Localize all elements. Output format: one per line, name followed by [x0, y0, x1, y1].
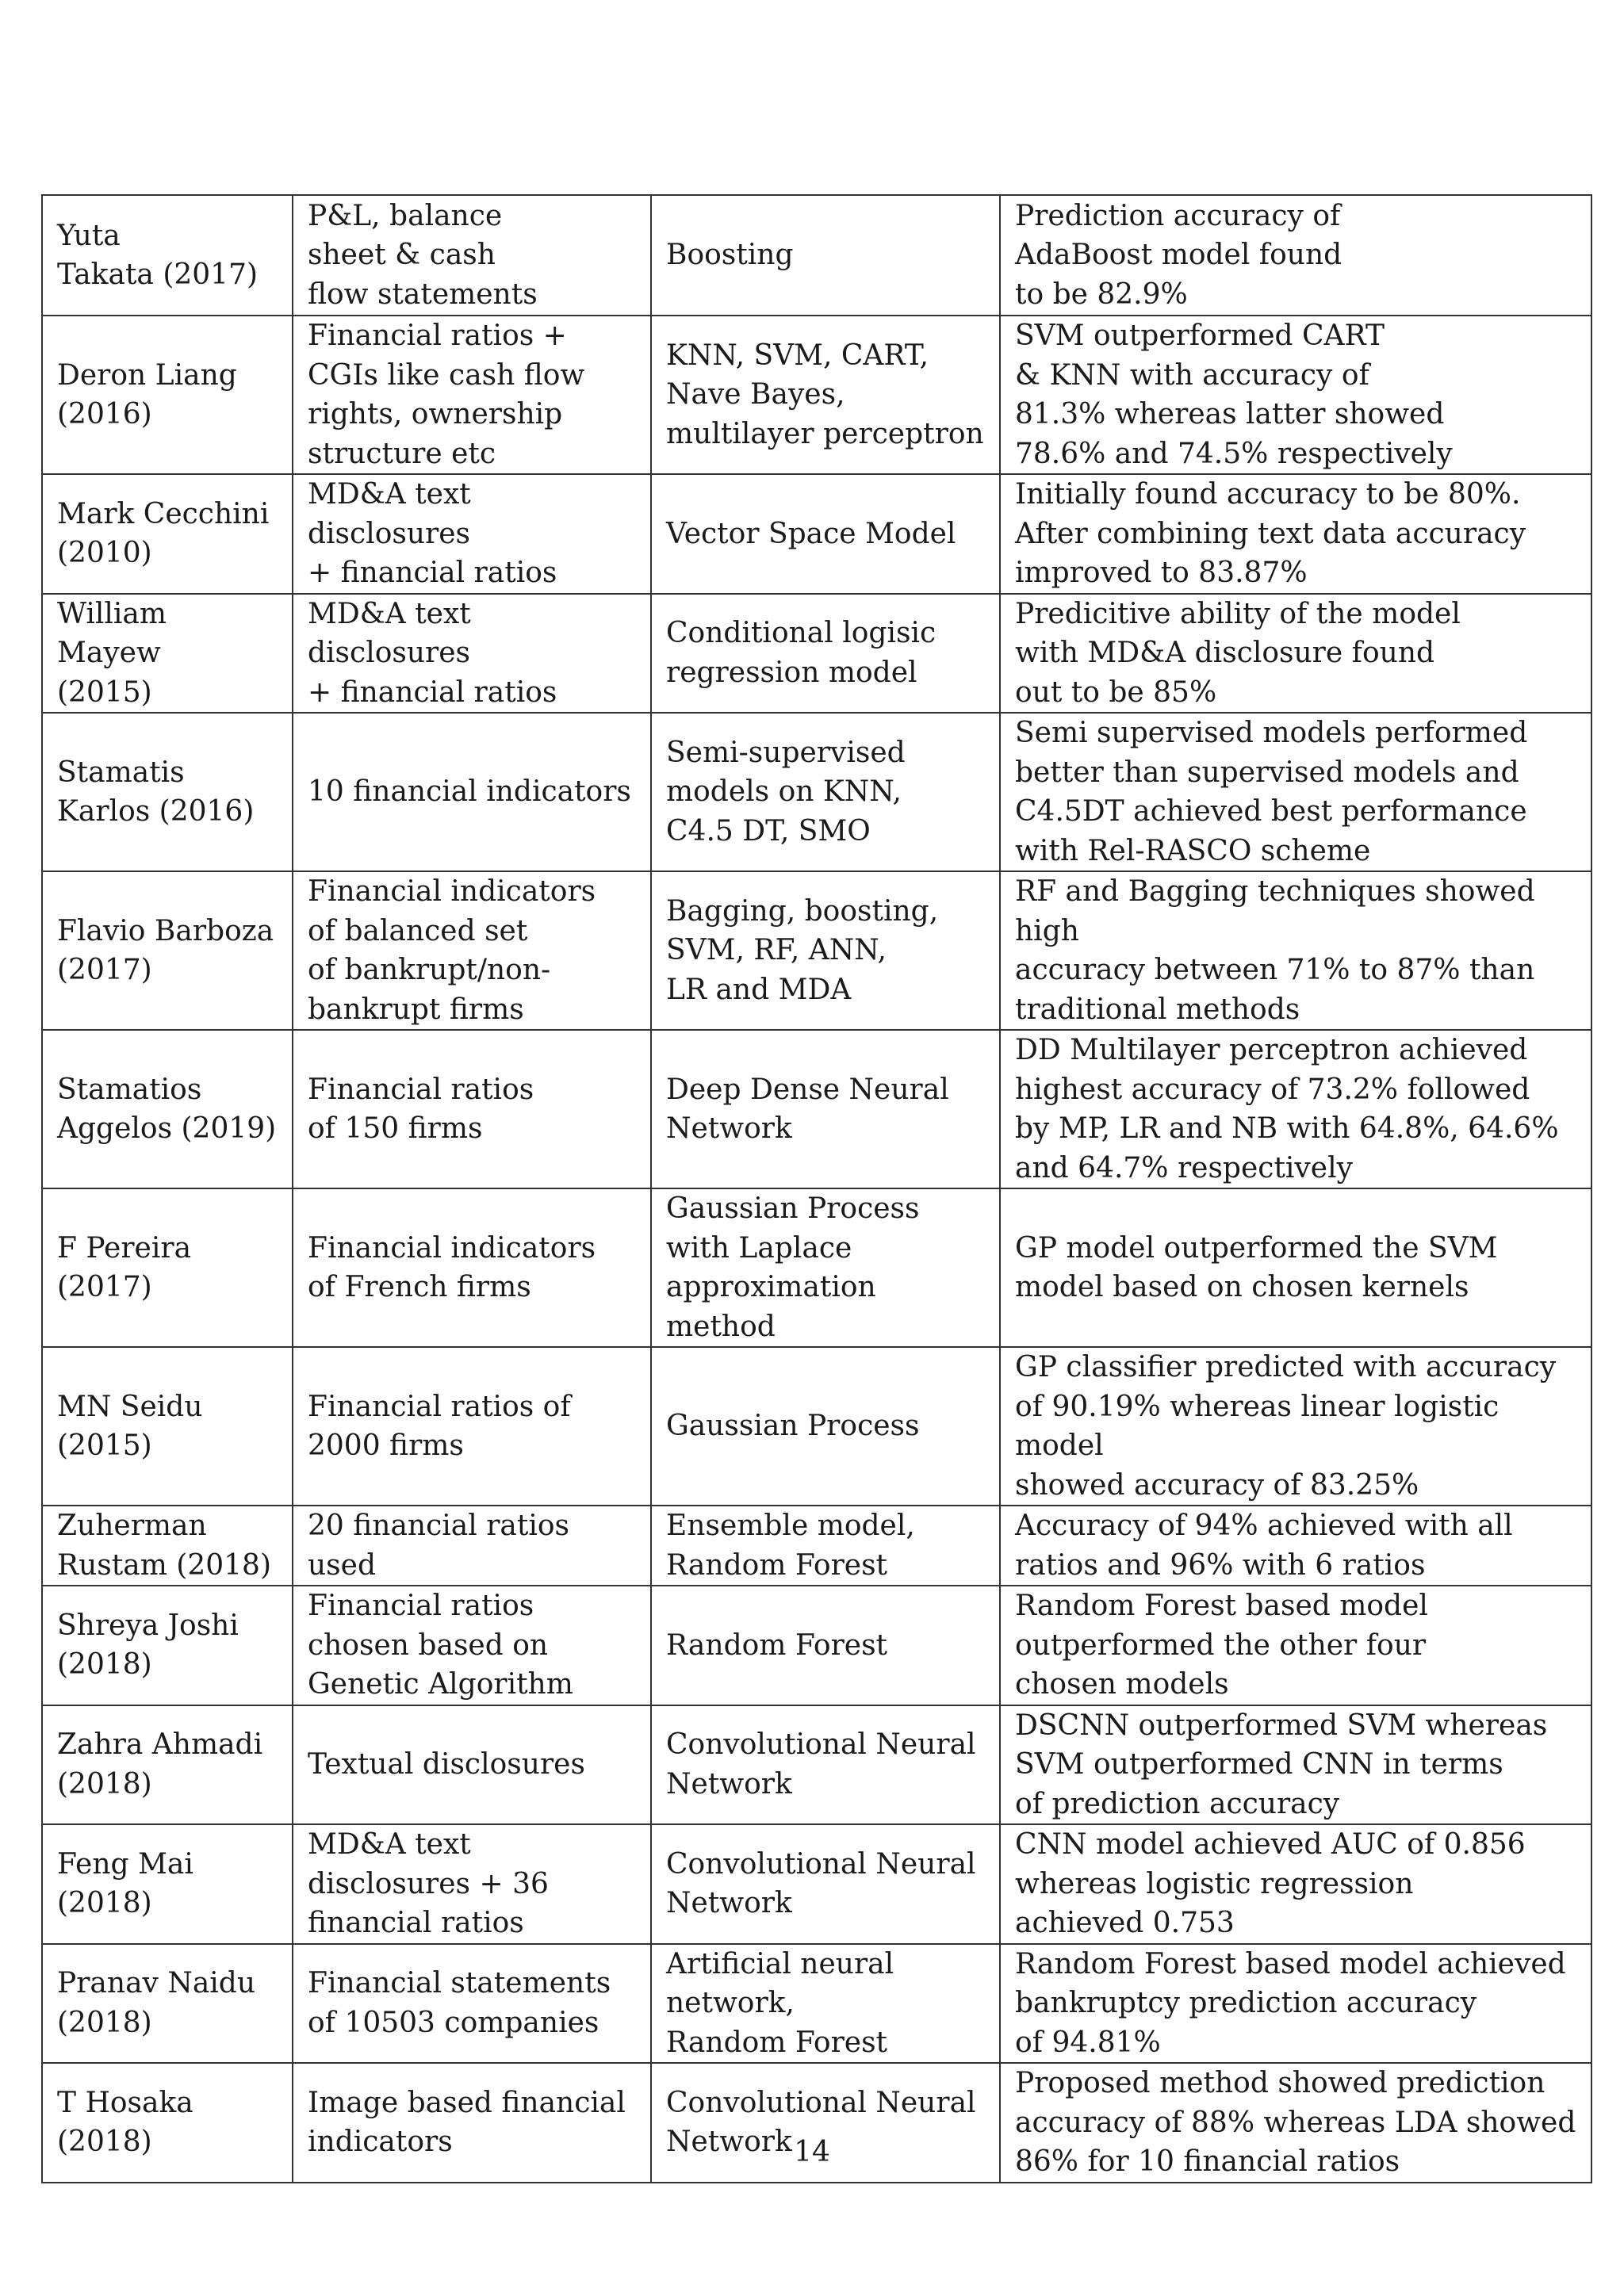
- result-cell: GP classifier predicted with accuracy of 90.19% whereas linear logistic model showed accuracy of 83.25%: [1000, 1347, 1591, 1506]
- author-cell: T Hosaka (2018): [42, 2063, 293, 2183]
- method-cell: Bagging, boosting, SVM, RF, ANN, LR and MDA: [651, 871, 1000, 1030]
- data-cell: 20 financial ratios used: [293, 1506, 651, 1586]
- method-cell: Boosting: [651, 195, 1000, 316]
- data-cell: Image based financial indicators: [293, 2063, 651, 2183]
- data-cell: MD&A text disclosures + financial ratios: [293, 594, 651, 714]
- method-cell: Artificial neural network, Random Forest: [651, 1944, 1000, 2064]
- author-cell: Zahra Ahmadi (2018): [42, 1705, 293, 1825]
- method-cell: KNN, SVM, CART, Nave Bayes, multilayer perceptron: [651, 316, 1000, 474]
- method-cell: Gaussian Process: [651, 1347, 1000, 1506]
- table-row: [42, 316, 1591, 474]
- result-cell: Proposed method showed prediction accuracy of 88% whereas LDA showed 86% for 10 financial ratios: [1000, 2063, 1591, 2183]
- table-row: [42, 1824, 1591, 1944]
- result-cell: GP model outperformed the SVM model based on chosen kernels: [1000, 1188, 1591, 1347]
- data-cell: MD&A text disclosures + 36 financial ratios: [293, 1824, 651, 1944]
- author-cell: Zuherman Rustam (2018): [42, 1506, 293, 1586]
- result-cell: DD Multilayer perceptron achieved highest accuracy of 73.2% followed by MP, LR and NB with 64.8%, 64.6% and 64.7% respectively: [1000, 1030, 1591, 1188]
- table-row: [42, 1586, 1591, 1705]
- method-cell: Deep Dense Neural Network: [651, 1030, 1000, 1188]
- table-row: [42, 594, 1591, 714]
- page-number: 14: [794, 2136, 830, 2168]
- result-cell: CNN model achieved AUC of 0.856 whereas logistic regression achieved 0.753: [1000, 1824, 1591, 1944]
- table-row: [42, 1705, 1591, 1825]
- author-cell: Feng Mai (2018): [42, 1824, 293, 1944]
- method-cell: Convolutional Neural Network: [651, 1824, 1000, 1944]
- method-cell: Vector Space Model: [651, 474, 1000, 594]
- result-cell: Predicitive ability of the model with MD&A disclosure found out to be 85%: [1000, 594, 1591, 714]
- method-cell: Gaussian Process with Laplace approximation method: [651, 1188, 1000, 1347]
- data-cell: Financial indicators of balanced set of bankrupt/non- bankrupt firms: [293, 871, 651, 1030]
- result-cell: Semi supervised models performed better than supervised models and C4.5DT achieved best performance with Rel-RASCO scheme: [1000, 713, 1591, 871]
- data-cell: Financial ratios of 150 firms: [293, 1030, 651, 1188]
- author-cell: Stamatios Aggelos (2019): [42, 1030, 293, 1188]
- data-cell: Financial statements of 10503 companies: [293, 1944, 651, 2064]
- result-cell: DSCNN outperformed SVM whereas SVM outperformed CNN in terms of prediction accuracy: [1000, 1705, 1591, 1825]
- result-cell: Random Forest based model achieved bankruptcy prediction accuracy of 94.81%: [1000, 1944, 1591, 2064]
- data-cell: Financial ratios chosen based on Genetic Algorithm: [293, 1586, 651, 1705]
- table-row: [42, 474, 1591, 594]
- data-cell: 10 financial indicators: [293, 713, 651, 871]
- data-cell: Financial ratios + CGIs like cash flow rights, ownership structure etc: [293, 316, 651, 474]
- method-cell: Semi-supervised models on KNN, C4.5 DT, SMO: [651, 713, 1000, 871]
- author-cell: F Pereira (2017): [42, 1188, 293, 1347]
- table-row: [42, 871, 1591, 1030]
- author-cell: Deron Liang (2016): [42, 316, 293, 474]
- literature-table: [41, 194, 1592, 2183]
- result-cell: RF and Bagging techniques showed high accuracy between 71% to 87% than traditional methods: [1000, 871, 1591, 1030]
- table-row: [42, 1944, 1591, 2064]
- author-cell: Yuta Takata (2017): [42, 195, 293, 316]
- result-cell: Random Forest based model outperformed the other four chosen models: [1000, 1586, 1591, 1705]
- method-cell: Random Forest: [651, 1586, 1000, 1705]
- author-cell: Shreya Joshi (2018): [42, 1586, 293, 1705]
- data-cell: MD&A text disclosures + financial ratios: [293, 474, 651, 594]
- author-cell: MN Seidu (2015): [42, 1347, 293, 1506]
- author-cell: Pranav Naidu (2018): [42, 1944, 293, 2064]
- table-row: [42, 195, 1591, 316]
- data-cell: Financial indicators of French firms: [293, 1188, 651, 1347]
- method-cell: Conditional logisic regression model: [651, 594, 1000, 714]
- table-row: [42, 1347, 1591, 1506]
- author-cell: William Mayew (2015): [42, 594, 293, 714]
- data-cell: P&L, balance sheet & cash flow statements: [293, 195, 651, 316]
- table-row: [42, 1506, 1591, 1586]
- author-cell: Flavio Barboza (2017): [42, 871, 293, 1030]
- result-cell: Accuracy of 94% achieved with all ratios and 96% with 6 ratios: [1000, 1506, 1591, 1586]
- method-cell: Convolutional Neural Network: [651, 1705, 1000, 1825]
- data-cell: Textual disclosures: [293, 1705, 651, 1825]
- table-row: [42, 1030, 1591, 1188]
- author-cell: Mark Cecchini (2010): [42, 474, 293, 594]
- table-row: [42, 713, 1591, 871]
- method-cell: Ensemble model, Random Forest: [651, 1506, 1000, 1586]
- result-cell: Initially found accuracy to be 80%. After combining text data accuracy improved to 83.87%: [1000, 474, 1591, 594]
- table-row: [42, 1188, 1591, 1347]
- method-cell: Convolutional Neural Network: [651, 2063, 1000, 2183]
- author-cell: Stamatis Karlos (2016): [42, 713, 293, 871]
- result-cell: Prediction accuracy of AdaBoost model found to be 82.9%: [1000, 195, 1591, 316]
- data-cell: Financial ratios of 2000 firms: [293, 1347, 651, 1506]
- result-cell: SVM outperformed CART & KNN with accuracy of 81.3% whereas latter showed 78.6% and 74.5% respectively: [1000, 316, 1591, 474]
